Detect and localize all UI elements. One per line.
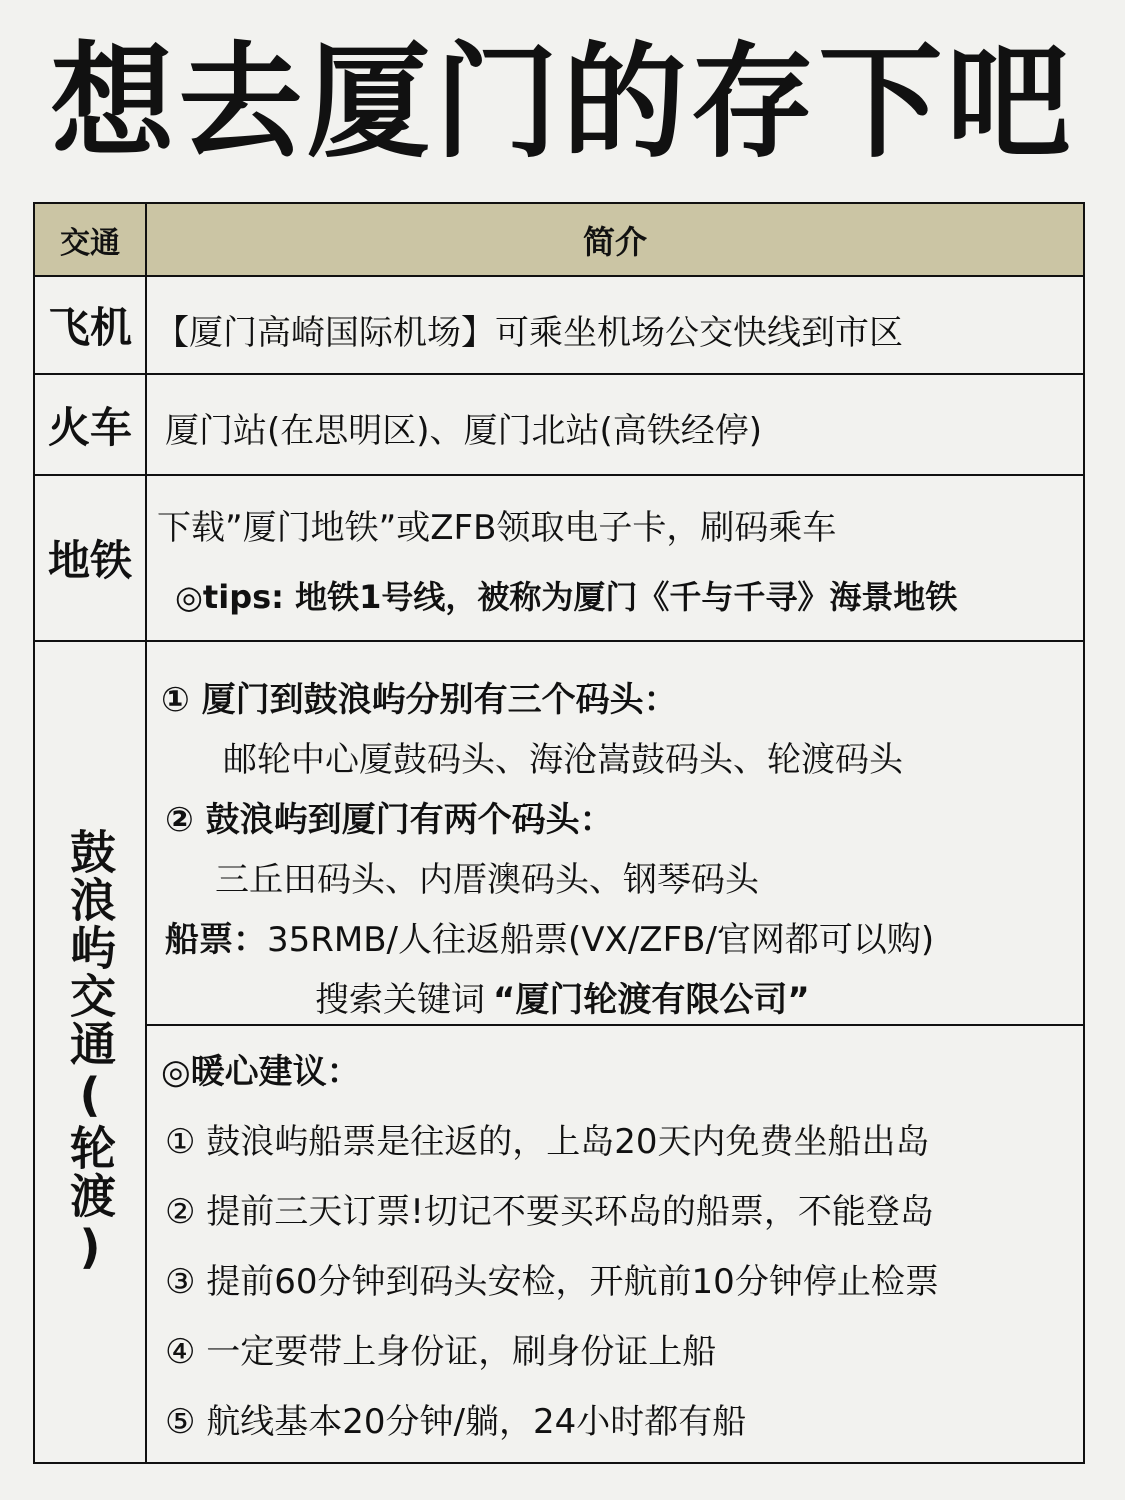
tips-heading: ◎暖心建议： (161, 1052, 361, 1092)
table-row-train (35, 375, 1083, 476)
table-row-airplane (35, 277, 1083, 375)
transport-table (33, 202, 1085, 1464)
ferry-heading-1: ① 厦门到鼓浪屿分别有三个码头： (161, 680, 678, 720)
ferry-heading-2: ② 鼓浪屿到厦门有两个码头： (165, 800, 614, 840)
ferry-piers-1: 邮轮中心厦鼓码头、海沧嵩鼓码头、轮渡码头 (223, 740, 903, 780)
label-airplane: 飞机 (35, 277, 147, 373)
table-row-ferry (35, 642, 1083, 1462)
label-ferry: 鼓浪屿交通(轮渡) (63, 828, 117, 1276)
search-keyword: “厦门轮渡有限公司” (493, 980, 810, 1020)
metro-text: 下载”厦门地铁”或ZFB领取电子卡，刷码乘车 (157, 508, 837, 548)
airplane-text: 【厦门高崎国际机场】可乘坐机场公交快线到市区 (155, 313, 903, 353)
ticket-text: 35RMB/人往返船票(VX/ZFB/官网都可以购) (267, 920, 935, 960)
tip-item: ③ 提前60分钟到码头安检，开航前10分钟停止检票 (165, 1262, 939, 1302)
ferry-piers-2: 三丘田码头、内厝澳码头、钢琴码头 (215, 860, 759, 900)
header-transport: 交通 (35, 204, 147, 275)
tip-item: ④ 一定要带上身份证，刷身份证上船 (165, 1332, 717, 1372)
search-prefix: 搜索关键词 (315, 980, 485, 1020)
metro-tips: ◎tips: 地铁1号线，被称为厦门《千与千寻》海景地铁 (175, 578, 958, 616)
table-row-metro (35, 476, 1083, 642)
ferry-tips-section (147, 1024, 1083, 1442)
ticket-label: 船票： (165, 920, 267, 960)
label-metro: 地铁 (35, 476, 147, 640)
header-intro: 简介 (582, 222, 647, 261)
page-title: 想去厦门的存下吧 (50, 31, 1075, 175)
tip-item: ① 鼓浪屿船票是往返的，上岛20天内免费坐船出岛 (165, 1122, 930, 1162)
label-train: 火车 (35, 375, 147, 474)
table-header-row (35, 204, 1083, 277)
train-text: 厦门站(在思明区)、厦门北站(高铁经停) (165, 411, 763, 451)
tip-item: ② 提前三天订票!切记不要买环岛的船票，不能登岛 (165, 1192, 934, 1232)
tip-item: ⑤ 航线基本20分钟/躺，24小时都有船 (165, 1402, 747, 1442)
